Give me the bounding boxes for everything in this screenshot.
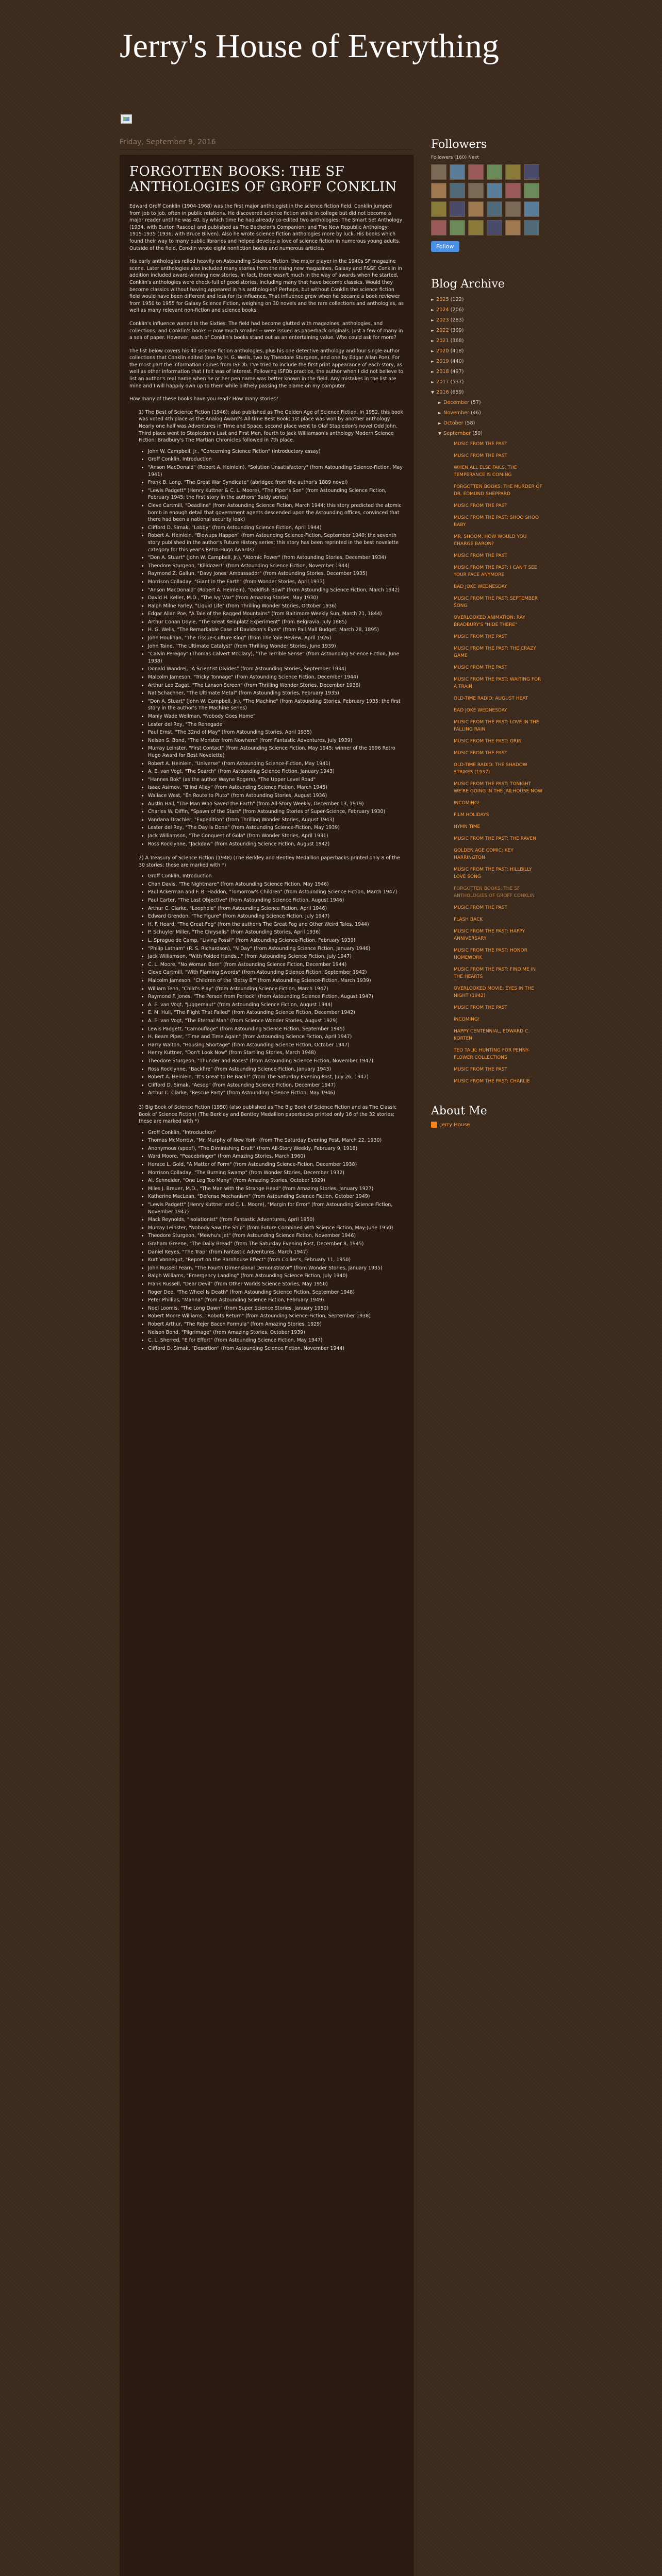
archive-post-link[interactable]: TEO TALK: HUNTING FOR PENNY-FLOWER COLLECTIONS — [454, 1048, 530, 1060]
story-item: • Groff Conklin, Introduction — [148, 873, 404, 880]
archive-post-link[interactable]: MUSIC FROM THE PAST: FIND ME IN THE HEARTS — [454, 967, 536, 979]
story-item: • Groff Conklin, "Introduction" — [148, 1129, 404, 1137]
story-item: • H. F. Heard, "The Great Fog" (from the author's The Great Fog and Other Weird Tales, 1944) — [148, 921, 404, 928]
story-item: • Theodore Sturgeon, "Thunder and Roses" (from Astounding Science Fiction, November 1947) — [148, 1058, 404, 1065]
blog-header — [120, 28, 542, 64]
archive-row[interactable] — [431, 429, 544, 439]
archive-post-link[interactable]: OLD-TIME RADIO: THE SHADOW STRIKES (1937) — [454, 762, 527, 775]
story-item: • Arthur Leo Zagat, "The Lanson Screen" (from Thrilling Wonder Stories, December 1936) — [148, 682, 404, 689]
archive-post-link[interactable]: MUSIC FROM THE PAST — [454, 503, 508, 509]
archive-post-link[interactable]: OVERLOOKED MOVIE: EYES IN THE NIGHT (1942) — [454, 986, 534, 998]
followers-heading: Followers — [431, 138, 487, 151]
archive-label[interactable]: 2016 — [436, 389, 449, 395]
post — [120, 155, 413, 2576]
archive-label[interactable]: 2017 — [436, 379, 449, 385]
avatar[interactable] — [524, 183, 539, 198]
story-item: • L. Sprague de Camp, "Living Fossil" (from Astounding Science-Fiction, February 1939) — [148, 937, 404, 944]
archive-label[interactable]: November — [443, 410, 470, 416]
archive-label[interactable]: October — [443, 420, 464, 426]
post-title[interactable]: FORGOTTEN BOOKS: THE SF ANTHOLOGIES OF GROFF CONKLIN — [129, 164, 397, 195]
story-item: • Robert A. Heinlein, "It's Great to Be Back!" (from The Saturday Evening Post, July 26, 1947) — [148, 1074, 404, 1081]
sidebar — [431, 138, 544, 1128]
collapsed-triangle-icon[interactable]: ► — [431, 308, 435, 312]
story-item: • Peter Phillips, "Manna" (from Astounding Science Fiction, February 1949) — [148, 1297, 404, 1304]
archive-row[interactable] — [431, 326, 544, 336]
collapsed-triangle-icon[interactable]: ► — [431, 359, 435, 364]
story-item: • Nelson S. Bond, "The Monster from Nowhere" (from Fantastic Adventures, July 1939) — [148, 737, 404, 744]
story-item: • Theodore Sturgeon, "Mewhu's Jet" (from Astounding Science Fiction, November 1946) — [148, 1232, 404, 1240]
archive-row[interactable] — [431, 305, 544, 315]
story-item: • Donald Wandrei, "A Scientist Divides" (from Astounding Stories, September 1934) — [148, 666, 404, 673]
story-list — [148, 873, 404, 1097]
story-item: • Murray Leinster, "First Contact" (from Astounding Science Fiction, May 1945; winner of the 1996 Retro Hugo Award for Best Novelette) — [148, 745, 404, 759]
archive-post-link[interactable]: MUSIC FROM THE PAST: SEPTEMBER SONG — [454, 596, 538, 608]
archive-row[interactable] — [431, 418, 544, 429]
story-item: • Groff Conklin, Introduction — [148, 456, 404, 463]
story-item: • Frank B. Long, "The Great War Syndicate" (abridged from the author's 1889 novel) — [148, 479, 404, 486]
avatar[interactable] — [524, 201, 539, 217]
blog-title[interactable]: Jerry's House of Everything — [120, 27, 499, 65]
story-item: • Austin Hall, "The Man Who Saved the Earth" (from All-Story Weekly, December 13, 1919) — [148, 801, 404, 808]
story-item: • Morrison Colladay, "The Burning Swamp" (from Wonder Stories, December 1932) — [148, 1170, 404, 1177]
archive-post-link[interactable]: GOLDEN AGE COMIC: KEY HARRINGTON — [454, 848, 514, 860]
archive-post-link[interactable]: MUSIC FROM THE PAST: HAPPY ANNIVERSARY — [454, 929, 525, 941]
story-item: • Edgar Allan Poe, "A Tale of the Ragged Mountains" (from Baltimore Weekly Sun, March 21, 1844) — [148, 611, 404, 618]
blog-archive — [431, 295, 544, 1085]
story-item: • Paul Ernst, "The 32nd of May" (from Astounding Stories, April 1935) — [148, 729, 404, 736]
archive-post-link[interactable]: MUSIC FROM THE PAST — [454, 453, 508, 459]
anthology-section — [139, 855, 404, 1097]
story-item: • P. Schuyler Miller, "The Chrysalis" (from Astounding Stories, April 1936) — [148, 929, 404, 936]
archive-row[interactable] — [431, 295, 544, 305]
archive-post-link[interactable]: FLASH BACK — [454, 917, 483, 922]
archive-post-link[interactable]: OLD-TIME RADIO: AUGUST HEAT — [454, 696, 528, 701]
avatar[interactable] — [468, 201, 484, 217]
archive-count: (418) — [450, 348, 464, 354]
archive-count: (659) — [450, 389, 464, 395]
story-item: • Frank Russell, "Dear Devil" (from Other Worlds Science Stories, May 1950) — [148, 1281, 404, 1288]
story-item: • "Lewis Padgett" (Henry Kuttner and C. L. Moore), "Margin for Error" (from Astounding Science Fiction, November 1947) — [148, 1201, 404, 1215]
main-column — [120, 138, 413, 2576]
archive-post-link[interactable]: MUSIC FROM THE PAST — [454, 442, 508, 447]
story-item: • Roger Dee, "The Wheel Is Death" (from Astounding Science Fiction, September 1948) — [148, 1289, 404, 1296]
story-item: • Noel Loomis, "The Long Dawn" (from Super Science Stories, January 1950) — [148, 1305, 404, 1312]
archive-count: (537) — [450, 379, 464, 385]
avatar[interactable] — [487, 220, 502, 235]
story-item: • Manly Wade Wellman, "Nobody Goes Home" — [148, 713, 404, 720]
about-heading: About Me — [431, 1105, 487, 1117]
archive-count: (368) — [450, 338, 464, 344]
archive-label[interactable]: 2021 — [436, 338, 449, 344]
story-item: • Horace L. Gold, "A Matter of Form" (from Astounding Science-Fiction, December 1938) — [148, 1161, 404, 1168]
story-item: • Graham Greene, "The Daily Bread" (from The Saturday Evening Post, December 8, 1945) — [148, 1241, 404, 1248]
archive-label[interactable]: 2025 — [436, 297, 449, 302]
archive-row[interactable] — [431, 377, 544, 387]
collapsed-triangle-icon[interactable]: ► — [438, 421, 442, 426]
avatar[interactable] — [524, 220, 539, 235]
story-item: • "Don A. Stuart" (John W. Campbell, Jr.), "The Machine" (from Astounding Stories, February 1935; the first story in the author's The Machine series) — [148, 698, 404, 712]
archive-post-link[interactable]: FORGOTTEN BOOKS: THE MURDER OF DR. EDMUND SHEPPARD — [454, 484, 542, 497]
followers-count[interactable]: Followers (160) Next — [431, 155, 479, 160]
story-item: • Kurt Vonnegut, "Report on the Barnhouse Effect" (from Collier's, February 11, 1950) — [148, 1257, 404, 1264]
archive-count: (46) — [471, 410, 481, 416]
avatar[interactable] — [524, 164, 539, 180]
archive-post-link[interactable]: MUSIC FROM THE PAST — [454, 1067, 508, 1072]
avatar[interactable] — [431, 183, 446, 198]
story-item: • Al. Schneider, "One Leg Too Many" (from Amazing Stories, October 1929) — [148, 1177, 404, 1184]
story-item: • Mack Reynolds, "Isolationist" (from Fantastic Adventures, April 1950) — [148, 1216, 404, 1224]
archive-post-link[interactable]: MUSIC FROM THE PAST — [454, 905, 508, 910]
story-item: • Daniel Keyes, "The Trap" (from Fantastic Adventures, March 1947) — [148, 1249, 404, 1256]
collapsed-triangle-icon[interactable]: ► — [431, 297, 435, 302]
story-item: • Robert Arthur, "The Rejer Bacon Formula" (from Amazing Stories, 1929) — [148, 1321, 404, 1328]
avatar[interactable] — [431, 220, 446, 235]
archive-post-link[interactable]: MUSIC FROM THE PAST — [454, 751, 508, 756]
story-item: • Cleve Cartmill, "With Flaming Swords" (from Astounding Science Fiction, September 1942) — [148, 969, 404, 976]
expanded-triangle-icon[interactable]: ▼ — [438, 431, 442, 436]
story-item: • Ward Moore, "Peacebringer" (from Amazing Stories, March 1960) — [148, 1153, 404, 1160]
story-item: • Paul Ackerman and F. B. Haddon, "Tomorrow's Children" (from Astounding Science Fiction, March 1947) — [148, 889, 404, 896]
archive-count: (497) — [450, 369, 464, 375]
story-item: • Raymond F. Jones, "The Person from Porlock" (from Astounding Science Fiction, August 1947) — [148, 993, 404, 1001]
archive-count: (309) — [450, 328, 464, 333]
archive-post-link[interactable]: MUSIC FROM THE PAST: THE RAVEN — [454, 836, 536, 841]
archive-post-link[interactable]: MUSIC FROM THE PAST: CHARLIE — [454, 1079, 530, 1084]
archive-post-link[interactable]: FILM HOLIDAYS — [454, 812, 489, 818]
archive-label[interactable]: 2022 — [436, 328, 449, 333]
archive-post-link[interactable]: MUSIC FROM THE PAST — [454, 634, 508, 639]
story-item: • John W. Campbell, Jr., "Concerning Science Fiction" (introductory essay) — [148, 448, 404, 455]
archive-row[interactable] — [431, 367, 544, 377]
archive-count: (50) — [472, 431, 483, 436]
archive-row[interactable] — [431, 387, 544, 398]
story-item: • Cleve Cartmill, "Deadline" (from Astounding Science Fiction, March 1944; this story predicted the atomic bomb in enough detail that government agents descended upon the Astounding offices, convinced that there had been a national security leak) — [148, 502, 404, 523]
story-item: • Raymond Z. Gallun, "Davy Jones' Ambassador" (from Astounding Stories, December 1935) — [148, 570, 404, 578]
archive-post-link[interactable]: BAD JOKE WEDNESDAY — [454, 708, 507, 713]
story-item: • John Houlihan, "The Tissue-Culture King" (from The Yale Review, April 1926) — [148, 635, 404, 642]
story-item: • Wallace West, "En Route to Pluto" (from Astounding Stories, August 1936) — [148, 792, 404, 800]
post-body — [129, 203, 404, 1352]
collapsed-triangle-icon[interactable]: ► — [431, 328, 435, 333]
story-item: • C. L. Sherred, "E for Effort" (from Astounding Science Fiction, May 1947) — [148, 1337, 404, 1344]
story-item: • Clifford D. Simak, "Aesop" (from Astounding Science Fiction, December 1947) — [148, 1082, 404, 1089]
archive-count: (206) — [450, 307, 464, 313]
archive-post-link[interactable]: HYMN TIME — [454, 824, 481, 829]
archive-label[interactable]: 2024 — [436, 307, 449, 313]
story-item: • H. Beam Piper, "Time and Time Again" (from Astounding Science Fiction, April 1947) — [148, 1033, 404, 1041]
avatar[interactable] — [450, 220, 465, 235]
anthology-heading: 1) The Best of Science Fiction (1946); also published as The Golden Age of Science Fiction. In 1952, this book was voted 4th place as the Analog Award's All-time Best Book; 1st place was won by another anthology. Nearly one half was Adventures in Time and Space, second place went to Olaf Stapledon's novel Odd John. Third place went to Stapledon's Last and First Men, fourth to Jack Williamson's anthology Modern Science Fiction; Bradbury's The Martian Chronicles followed in 7th place. — [139, 409, 403, 444]
story-item: • Nat Schachner, "The Ultimate Metal" (from Astounding Stories, February 1935) — [148, 690, 404, 697]
archive-post-link[interactable]: MUSIC FROM THE PAST: TONIGHT WE'RE GOING IN THE JAILHOUSE NOW — [454, 782, 542, 794]
avatar[interactable] — [505, 164, 521, 180]
avatar[interactable] — [468, 220, 484, 235]
archive-post-link[interactable]: MR. SHOOM, HOW WOULD YOU CHARGE BARON? — [454, 534, 527, 547]
story-item: • C. L. Moore, "No Woman Born" (from Astounding Science Fiction, December 1944) — [148, 961, 404, 969]
anthology-heading: 2) A Treasury of Science Fiction (1948) (The Berkley and Bentley Medallion paperbacks printed only 8 of the 30 stories; these are marked with *) — [139, 855, 400, 868]
follow-button[interactable]: Follow — [431, 241, 459, 252]
story-item: • John Taine, "The Ultimate Catalyst" (from Thrilling Wonder Stories, June 1939) — [148, 643, 404, 650]
avatar[interactable] — [450, 183, 465, 198]
post-paragraph: His early anthologies relied heavily on Astounding Science Fiction, the major player in the 1940s SF magazine scene. Later anthologies also included many stories from the rising new magazines, Galaxy and F&SF. Conklin in addition included award-winning new stories, in fact, there wasn't much in the way of awards when he started, Conklin's anthologies were chock-full of good stories, including many that have become classics. Would they become classics without having appeared in his anthologies? Perhaps, but without Conklin the science fiction field would have been different and less for its influence. That influence grew when he became a book reviewer from 1950 to 1955 for Galaxy Science Fiction, weighing on 30 novels and the rare collections and anthologies, as well as many relevant non-fiction and science books. — [129, 259, 404, 314]
archive-count: (283) — [450, 317, 464, 323]
story-item: • Katherine MacLean, "Defense Mechanism" (from Astounding Science Fiction, October 1949) — [148, 1193, 404, 1200]
story-item: • Arthur C. Clarke, "Rescue Party" (from Astounding Science Fiction, May 1946) — [148, 1090, 404, 1097]
post-date: Friday, September 9, 2016 — [120, 138, 413, 150]
story-item: • "Hannes Bok" (as the author Wayne Rogers), "The Upper Level Road" — [148, 776, 404, 784]
header-image-icon — [121, 114, 132, 124]
blogger-icon — [431, 1122, 437, 1128]
archive-row[interactable] — [431, 315, 544, 326]
story-item: • Chan Davis, "The Nightmare" (from Astounding Science Fiction, May 1946) — [148, 881, 404, 888]
archive-post-link[interactable]: MUSIC FROM THE PAST: LOVE IN THE FALLING RAIN — [454, 720, 539, 732]
story-item: • Theodore Sturgeon, "Killdozer!" (from Astounding Science Fiction, November 1944) — [148, 563, 404, 570]
archive-row[interactable] — [431, 398, 544, 408]
archive-label[interactable]: 2020 — [436, 348, 449, 354]
story-item: • H. G. Wells, "The Remarkable Case of Davidson's Eyes" (from Pall Mall Budget, March 28, 1895) — [148, 626, 404, 634]
collapsed-triangle-icon[interactable]: ► — [431, 349, 435, 353]
archive-count: (58) — [465, 420, 475, 426]
story-item: • A. E. van Vogt, "The Eternal Man" (from Science Wonder Stories, August 1929) — [148, 1018, 404, 1025]
story-item: • "Anson MacDonald" (Robert A. Heinlein), "Goldfish Bowl" (from Astounding Science Fiction, March 1942) — [148, 587, 404, 594]
story-item: • "Calvin Peregoy" (Thomas Calvert McClary), "The Terrible Sense" (from Astounding Science Fiction, June 1938) — [148, 651, 404, 665]
story-item: • Ralph Williams, "Emergency Landing" (from Astounding Science Fiction, July 1940) — [148, 1273, 404, 1280]
story-item: • Ross Rocklynne, "Backfire" (from Astounding Science-Fiction, January 1943) — [148, 1066, 404, 1073]
archive-count: (122) — [450, 297, 464, 302]
archive-post-link[interactable]: INCOMING! — [454, 1017, 480, 1022]
story-item: • William Tenn, "Child's Play" (from Astounding Science Fiction, March 1947) — [148, 986, 404, 993]
story-item: • Malcolm Jameson, "Tricky Tonnage" (from Astounding Science Fiction, December 1944) — [148, 674, 404, 681]
story-item: • Arthur Conan Doyle, "The Great Keinplatz Experiment" (from Belgravia, July 1885) — [148, 619, 404, 626]
story-item: • Morrison Colladay, "Giant in the Earth" (from Wonder Stories, April 1933) — [148, 579, 404, 586]
story-list — [148, 1129, 404, 1352]
story-item: • Lester del Rey, "The Renegade" — [148, 721, 404, 728]
collapsed-triangle-icon[interactable]: ► — [438, 400, 442, 405]
anthology-heading: 3) Big Book of Science Fiction (1950) (also published as The Big Book of Science Fiction and as The Classic Book of Science Fiction) (The Berkley and Bentley Medallion paperbacks printed only 16 of the 32 stories; these are marked with *) — [139, 1104, 397, 1125]
archive-label[interactable]: September — [443, 431, 471, 436]
story-item: • "Philip Latham" (R. S. Richardson), "N Day" (from Astounding Science Fiction, January 1946) — [148, 945, 404, 953]
archive-post-link[interactable]: MUSIC FROM THE PAST: GRIN — [454, 739, 522, 744]
archive-post-link[interactable]: MUSIC FROM THE PAST — [454, 665, 508, 670]
avatar[interactable] — [487, 201, 502, 217]
story-item: • Edward Grendon, "The Figure" (from Astounding Science Fiction, July 1947) — [148, 913, 404, 920]
avatar[interactable] — [487, 183, 502, 198]
avatar[interactable] — [505, 201, 521, 217]
archive-post-link[interactable]: WHEN ALL ELSE FAILS, THE TEMPERANCE IS COMING — [454, 465, 517, 478]
post-question: How many of these books have you read? How many stories? — [129, 396, 278, 402]
archive-post-link[interactable]: BAD JOKE WEDNESDAY — [454, 584, 507, 589]
collapsed-triangle-icon[interactable]: ► — [431, 338, 435, 343]
story-item: • Arthur C. Clarke, "Loophole" (from Astounding Science Fiction, April 1946) — [148, 905, 404, 912]
story-item: • E. M. Hull, "The Flight That Failed" (from Astounding Science Fiction, December 1942) — [148, 1009, 404, 1016]
story-item: • "Don A. Stuart" (John W. Campbell, Jr.), "Atomic Power" (from Astounding Stories, December 1934) — [148, 554, 404, 562]
story-list — [148, 448, 404, 848]
post-paragraph: The list below covers his 40 science fiction anthologies, plus his one detective anthology and four single-author collections that Conklin edited (one by H. G. Wells, two by Theodore Sturgeon, and one by Edgar Allan Poe). For the most part the information comes from ISFDb. I've tried to include the first print appearance of each story, as well as other information that I felt was of interest. Following ISFDb practice, the author when I did not believe to list an author's real name when he or her pen name was better known in the field. Any mistakes in the list are mine and I will happily own up to them while blithely passing the blame on my computer. — [129, 348, 404, 389]
story-item: • Robert A. Heinlein, "Blowups Happen" (from Astounding Science-Fiction, September 1940; the seventh story published in the author's Future History series; this story has been reprinted in the best novelette category for this year's Retro-Hugo Awards) — [148, 532, 404, 553]
archive-row[interactable] — [431, 357, 544, 367]
story-item: • A. E. van Vogt, "Juggernaut" (from Astounding Science Fiction, August 1944) — [148, 1002, 404, 1009]
post-paragraph: Edward Groff Conklin (1904-1968) was the first major anthologist in the science fiction field. Conklin jumped from job to job, often in public relations. He discovered science fiction while in college but did not become a major reader until he was 40, by which time he had already co-edited two anthologies: The Smart Set Anthology (1934, with Burton Rascoe) and published as The Bachelor's Companion; and The New Republic Anthology: 1915-1935 (1936, with Bruce Bliven). Also he wrote science fiction anthologies more by luck. His books which found their way to many public libraries and helped develop a love of science fiction in numerous young adults. Outside of the field, Conklin wrote eight nonfiction books and numerous articles. — [129, 204, 403, 251]
archive-row[interactable] — [431, 336, 544, 346]
story-item: • David H. Keller, M.D., "The Ivy War" (from Amazing Stories, May 1930) — [148, 595, 404, 602]
about-profile[interactable] — [431, 1122, 544, 1128]
story-item: • Clifford D. Simak, "Desertion" (from Astounding Science Fiction, November 1944) — [148, 1345, 404, 1352]
archive-post-link[interactable]: HAPPY CENTENNIAL, EDWARD C. KORTEN — [454, 1029, 530, 1041]
archive-post-link[interactable]: MUSIC FROM THE PAST: HILLBILLY LOVE SONG — [454, 867, 532, 879]
archive-row[interactable] — [431, 346, 544, 357]
story-item: • Jack Williamson, "The Conquest of Gola" (from Wonder Stories, April 1931) — [148, 833, 404, 840]
avatar[interactable] — [505, 220, 521, 235]
story-item: • Ross Rocklynne, "Jackdaw" (from Astounding Science Fiction, August 1942) — [148, 841, 404, 848]
collapsed-triangle-icon[interactable]: ► — [431, 380, 435, 384]
archive-label[interactable]: 2018 — [436, 369, 449, 375]
anthology-section — [139, 409, 404, 848]
archive-post-link[interactable]: MUSIC FROM THE PAST — [454, 1005, 508, 1010]
story-item: • Vandana Drachler, "Expedition" (from Thrilling Wonder Stories, August 1943) — [148, 817, 404, 824]
story-item: • Jack Williamson, "With Folded Hands..." (from Astounding Science Fiction, July 1947) — [148, 953, 404, 960]
story-item: • Robert Moore Williams, "Robots Return" (from Astounding Science-Fiction, September 1938) — [148, 1313, 404, 1320]
avatar[interactable] — [450, 201, 465, 217]
story-item: • A. E. van Vogt, "The Search" (from Astounding Science Fiction, January 1943) — [148, 768, 404, 775]
anthology-list — [129, 409, 404, 1352]
archive-post-link[interactable]: OVERLOOKED ANIMATION: RAY BRADBURY'S "HIDE THERE" — [454, 615, 525, 628]
archive-count: (57) — [470, 400, 481, 405]
archive-post-link[interactable]: MUSIC FROM THE PAST: WAITING FOR A TRAIN — [454, 677, 541, 689]
avatar[interactable] — [431, 201, 446, 217]
anthology-section — [139, 1104, 404, 1352]
story-item: • Clifford D. Simak, "Lobby" (from Astounding Science Fiction, April 1944) — [148, 524, 404, 532]
archive-row[interactable] — [431, 408, 544, 418]
post-paragraph: Conklin's influence waned in the Sixties. The field had become glutted with magazines, anthologies, and collections, and Conklin's books -- now much smaller -- were issued as paperback originals. Just a few of many in a sea of paper. However, each of Conklin's books stand out as an entertaining value. Who could ask for more? — [129, 320, 403, 341]
archive-post-link[interactable]: MUSIC FROM THE PAST: THE CRAZY GAME — [454, 646, 536, 658]
expanded-triangle-icon[interactable]: ▼ — [431, 390, 435, 395]
archive-count: (440) — [450, 359, 464, 364]
story-item: • Thomas McMorrow, "Mr. Murphy of New York" (from The Saturday Evening Post, March 22, 1930) — [148, 1137, 404, 1144]
story-item: • "Anson MacDonald" (Robert A. Heinlein), "Solution Unsatisfactory" (from Astounding Science-Fiction, May 1941) — [148, 464, 404, 478]
story-item: • Lester del Rey, "The Day Is Done" (from Astounding Science-Fiction, May 1939) — [148, 824, 404, 832]
story-item: • Anonymous (spoof), "The Diminishing Draft" (from All-Story Weekly, February 9, 1918) — [148, 1145, 404, 1153]
story-item: • Paul Carter, "The Last Objective" (from Astounding Science Fiction, August 1946) — [148, 897, 404, 904]
archive-label[interactable]: 2019 — [436, 359, 449, 364]
story-item: • Malcolm Jameson, "Children of the 'Betsy B'" (from Astounding Science-Fiction, March 1939) — [148, 977, 404, 985]
avatar[interactable] — [431, 164, 446, 180]
story-item: • Lewis Padgett, "Camouflage" (from Astounding Science Fiction, September 1945) — [148, 1026, 404, 1033]
story-item: • Nelson Bond, "Pilgrimage" (from Amazing Stories, October 1939) — [148, 1329, 404, 1336]
avatar[interactable] — [468, 183, 484, 198]
story-item: • Harry Walton, "Housing Shortage" (from Astounding Science Fiction, October 1947) — [148, 1042, 404, 1049]
archive-post-link[interactable]: MUSIC FROM THE PAST — [454, 553, 508, 558]
story-item: • Miles J. Breuer, M.D., "The Man with the Strange Head" (from Amazing Stories, January 1927) — [148, 1185, 404, 1193]
story-item: • Robert A. Heinlein, "Universe" (from Astounding Science-Fiction, May 1941) — [148, 760, 404, 768]
archive-post-link[interactable]: INCOMING! — [454, 801, 480, 806]
collapsed-triangle-icon[interactable]: ► — [431, 369, 435, 374]
archive-label[interactable]: December — [443, 400, 469, 405]
story-item: • John Russell Fearn, "The Fourth Dimensional Demonstrator" (from Wonder Stories, January 1935) — [148, 1265, 404, 1272]
story-item: • Henry Kuttner, "Don't Look Now" (from Startling Stories, March 1948) — [148, 1049, 404, 1057]
followers-grid — [431, 164, 544, 235]
archive-post-link[interactable]: MUSIC FROM THE PAST: I CAN'T SEE YOUR FACE ANYMORE — [454, 565, 537, 578]
avatar[interactable] — [450, 164, 465, 180]
archive-heading: Blog Archive — [431, 278, 505, 291]
story-item: • "Lewis Padgett" (Henry Kuttner & C. L. Moore), "The Piper's Son" (from Astounding Science Fiction, February 1945; the first story in the authors' Baldy series) — [148, 487, 404, 501]
story-item: • Charles W. Diffin, "Spawn of the Stars" (from Astounding Stories of Super-Science, February 1930) — [148, 808, 404, 816]
collapsed-triangle-icon[interactable]: ► — [438, 411, 442, 415]
story-item: • Isaac Asimov, "Blind Alley" (from Astounding Science Fiction, March 1945) — [148, 784, 404, 791]
archive-label[interactable]: 2023 — [436, 317, 449, 323]
avatar[interactable] — [487, 164, 502, 180]
archive-post-link[interactable]: MUSIC FROM THE PAST: SHOO SHOO BABY — [454, 515, 539, 528]
about-name[interactable]: Jerry House — [440, 1122, 470, 1128]
avatar[interactable] — [468, 164, 484, 180]
archive-post-link[interactable]: MUSIC FROM THE PAST: HONOR HOMEWORK — [454, 948, 527, 960]
collapsed-triangle-icon[interactable]: ► — [431, 318, 435, 323]
story-item: • Murray Leinster, "Nobody Saw the Ship" (from Future Combined with Science Fiction, May-June 1950) — [148, 1225, 404, 1232]
avatar[interactable] — [505, 183, 521, 198]
archive-post-link[interactable]: FORGOTTEN BOOKS: THE SF ANTHOLOGIES OF GROFF CONKLIN — [454, 886, 535, 899]
story-item: • Ralph Milne Farley, "Liquid Life" (from Thrilling Wonder Stories, October 1936) — [148, 603, 404, 610]
about-me — [431, 1105, 544, 1128]
